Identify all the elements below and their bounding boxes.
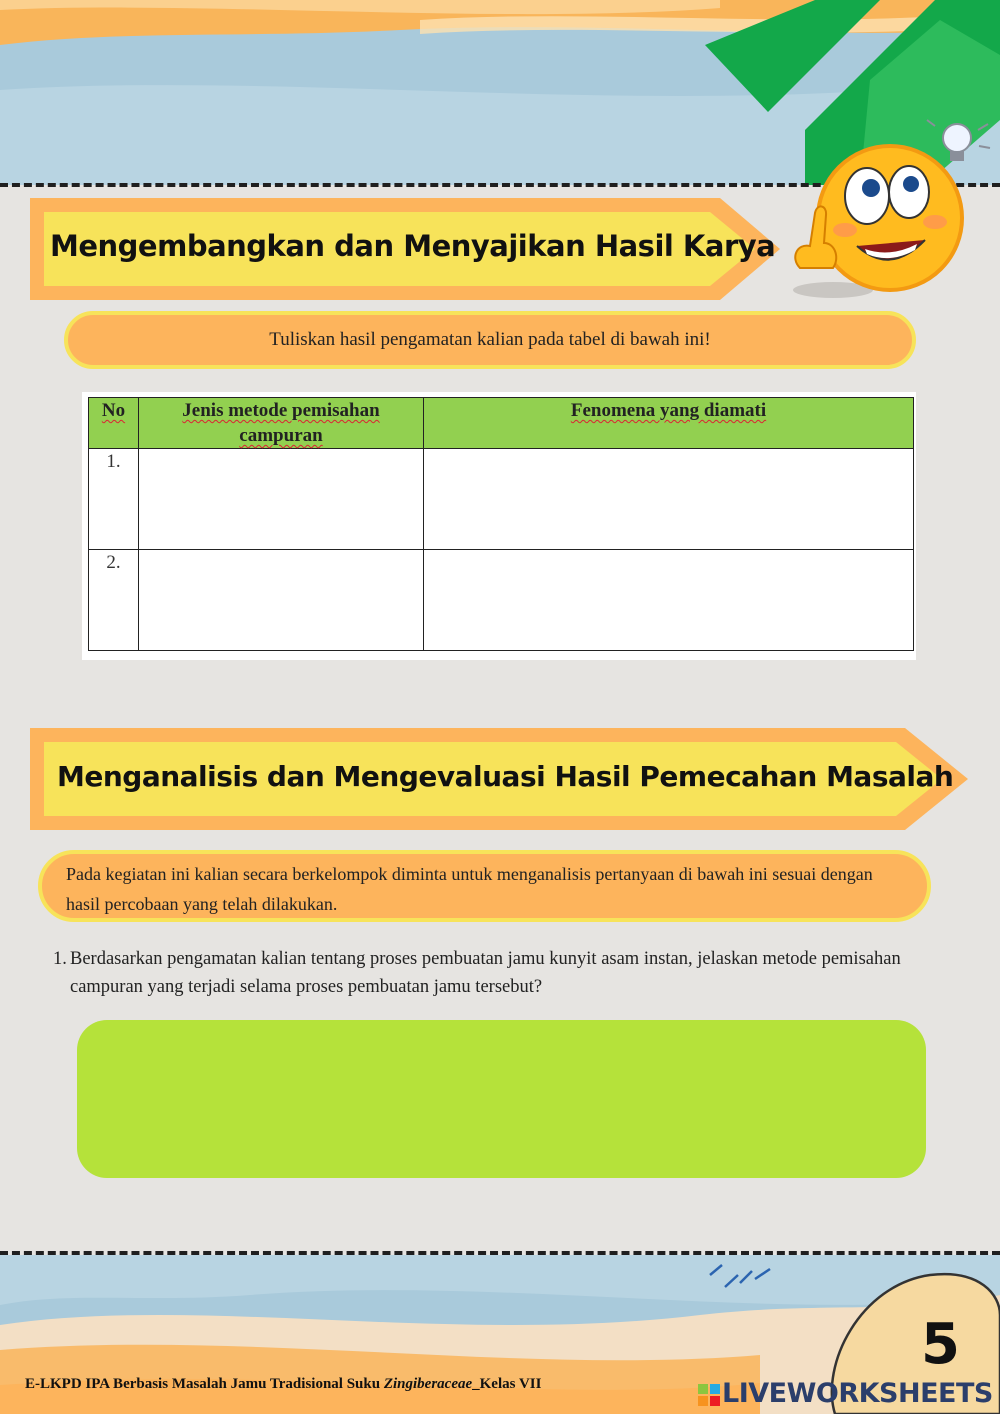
table-row [89,550,914,651]
question-text: Berdasarkan pengamatan kalian tentang proses pembuatan jamu kunyit asam instan, jelaskan metode pemisahan campuran yang terjadi selama proses pembuatan jamu tersebut? [70,949,901,997]
question-1 [50,945,930,1001]
table-instruction: Tuliskan hasil pengamatan kalian pada tabel di bawah ini! [64,311,916,369]
section-develop-title: Mengembangkan dan Menyajikan Hasil Karya [50,229,776,263]
method-cell[interactable] [139,550,424,651]
row-number: 2. [89,550,139,651]
page-number: 5 [921,1312,960,1377]
section-analyze-title: Menganalisis dan Mengevaluasi Hasil Pemecahan Masalah [57,760,954,793]
answer-input-box[interactable] [77,1020,926,1178]
observation-table [88,397,914,651]
row-number: 1. [89,449,139,550]
table-header-no: No [89,398,139,449]
method-cell[interactable] [139,449,424,550]
table-header-phenomenon: Fenomena yang diamati [424,398,914,449]
liveworksheets-logo-icon [698,1384,720,1406]
table-header-method: Jenis metode pemisahan campuran [139,398,424,449]
analysis-instruction: Pada kegiatan ini kalian secara berkelompok diminta untuk menganalisis pertanyaan di bawah ini sesuai dengan hasil percobaan yang telah dilakukan. [38,850,931,922]
liveworksheets-watermark: LIVEWORKSHEETS [698,1378,993,1409]
table-row [89,449,914,550]
question-number: 1. [53,949,67,969]
footer-caption: E-LKPD IPA Berbasis Masalah Jamu Tradisional Suku Zingiberaceae_Kelas VII [25,1376,542,1392]
phenomenon-cell[interactable] [424,449,914,550]
light-bulb-icon [927,120,990,161]
phenomenon-cell[interactable] [424,550,914,651]
thinking-emoji-icon [785,118,995,303]
